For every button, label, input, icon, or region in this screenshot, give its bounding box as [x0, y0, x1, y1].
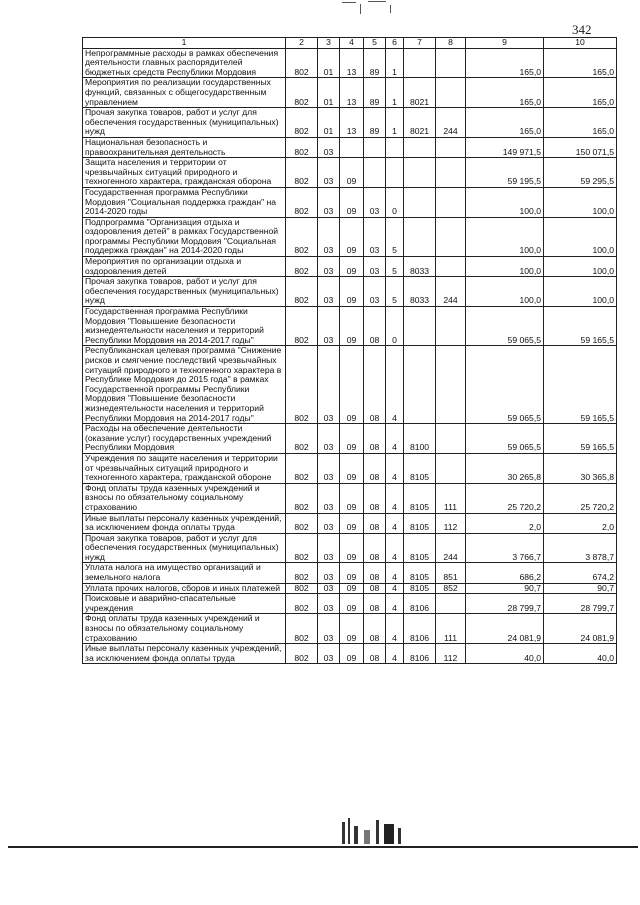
code-program: 03 [364, 277, 386, 307]
code-subprogram: 4 [386, 594, 404, 614]
amount-year-2: 90,7 [544, 583, 617, 594]
code-program: 08 [364, 483, 386, 513]
amount-year-2: 674,2 [544, 563, 617, 583]
table-row [83, 594, 617, 614]
amount-year-1: 3 766,7 [466, 533, 544, 563]
code-article: 8033 [404, 277, 436, 307]
table-body [83, 48, 617, 664]
amount-year-1: 100,0 [466, 187, 544, 217]
code-subprogram: 5 [386, 217, 404, 256]
table-row [83, 533, 617, 563]
code-section: 03 [318, 594, 340, 614]
table-row [83, 277, 617, 307]
amount-year-1: 686,2 [466, 563, 544, 583]
code-article: 8106 [404, 614, 436, 644]
code-expense-type [436, 346, 466, 424]
amount-year-1: 30 265,8 [466, 453, 544, 483]
code-subsection: 09 [340, 513, 364, 533]
code-subprogram: 1 [386, 78, 404, 108]
code-subsection [340, 137, 364, 157]
code-program: 03 [364, 257, 386, 277]
code-section: 03 [318, 644, 340, 664]
header-row [83, 38, 617, 49]
code-section: 03 [318, 307, 340, 346]
amount-year-1: 100,0 [466, 257, 544, 277]
table-row [83, 583, 617, 594]
code-program: 08 [364, 346, 386, 424]
row-name: Прочая закупка товаров, работ и услуг для обеспечения государственных (муниципальных) нужд [83, 277, 286, 307]
table-row [83, 483, 617, 513]
row-name: Фонд оплаты труда казенных учреждений и взносы по обязательному социальному страхованию [83, 614, 286, 644]
code-subsection: 09 [340, 277, 364, 307]
table-row [83, 78, 617, 108]
code-program: 03 [364, 217, 386, 256]
table-row [83, 563, 617, 583]
code-program: 08 [364, 513, 386, 533]
code-admin: 802 [286, 187, 318, 217]
amount-year-2: 100,0 [544, 257, 617, 277]
row-name: Прочая закупка товаров, работ и услуг для обеспечения государственных (муниципальных) нужд [83, 533, 286, 563]
code-expense-type: 112 [436, 644, 466, 664]
header-cell: 5 [364, 38, 386, 49]
table-row [83, 158, 617, 188]
scan-artifact-bottom [340, 816, 410, 846]
amount-year-1: 59 065,5 [466, 424, 544, 454]
amount-year-2: 100,0 [544, 277, 617, 307]
code-subprogram: 4 [386, 614, 404, 644]
code-subprogram: 4 [386, 533, 404, 563]
code-admin: 802 [286, 513, 318, 533]
code-subsection: 09 [340, 644, 364, 664]
amount-year-1: 59 065,5 [466, 307, 544, 346]
code-subsection: 09 [340, 346, 364, 424]
code-expense-type [436, 158, 466, 188]
amount-year-2: 30 365,8 [544, 453, 617, 483]
amount-year-2: 28 799,7 [544, 594, 617, 614]
code-subprogram: 4 [386, 644, 404, 664]
table-row [83, 614, 617, 644]
code-article: 8106 [404, 644, 436, 664]
row-name: Прочая закупка товаров, работ и услуг для обеспечения государственных (муниципальных) нужд [83, 108, 286, 138]
table-row [83, 257, 617, 277]
code-section: 03 [318, 533, 340, 563]
code-subprogram: 0 [386, 307, 404, 346]
amount-year-2: 165,0 [544, 78, 617, 108]
code-section: 03 [318, 424, 340, 454]
code-program: 03 [364, 187, 386, 217]
row-name: Защита населения и территории от чрезвычайных ситуаций природного и техногенного характера, гражданская оборона [83, 158, 286, 188]
code-subprogram: 4 [386, 583, 404, 594]
amount-year-1: 165,0 [466, 108, 544, 138]
code-subsection: 13 [340, 78, 364, 108]
row-name: Уплата прочих налогов, сборов и иных платежей [83, 583, 286, 594]
code-article: 8033 [404, 257, 436, 277]
table-row [83, 453, 617, 483]
code-program: 89 [364, 108, 386, 138]
code-subsection: 09 [340, 217, 364, 256]
code-program: 89 [364, 78, 386, 108]
row-name: Государственная программа Республики Мордовия "Социальная поддержка граждан" на 2014-2020 годы [83, 187, 286, 217]
code-section: 03 [318, 583, 340, 594]
code-program: 08 [364, 453, 386, 483]
amount-year-1: 165,0 [466, 48, 544, 78]
row-name: Поисковые и аварийно-спасательные учреждения [83, 594, 286, 614]
code-admin: 802 [286, 594, 318, 614]
amount-year-1: 149 971,5 [466, 137, 544, 157]
row-name: Фонд оплаты труда казенных учреждений и взносы по обязательному социальному страхованию [83, 483, 286, 513]
amount-year-2: 3 878,7 [544, 533, 617, 563]
code-subsection: 13 [340, 108, 364, 138]
code-article [404, 187, 436, 217]
code-subsection: 09 [340, 424, 364, 454]
code-expense-type: 244 [436, 533, 466, 563]
amount-year-1: 59 195,5 [466, 158, 544, 188]
header-cell: 1 [83, 38, 286, 49]
code-subprogram: 4 [386, 453, 404, 483]
code-subprogram: 4 [386, 563, 404, 583]
row-name: Расходы на обеспечение деятельности (оказание услуг) государственных учреждений Республики Мордовия [83, 424, 286, 454]
code-article [404, 137, 436, 157]
code-subsection: 09 [340, 483, 364, 513]
code-subprogram [386, 158, 404, 188]
code-subsection: 13 [340, 48, 364, 78]
amount-year-2: 2,0 [544, 513, 617, 533]
code-section: 03 [318, 513, 340, 533]
header-cell: 3 [318, 38, 340, 49]
amount-year-1: 2,0 [466, 513, 544, 533]
code-program: 08 [364, 594, 386, 614]
code-expense-type [436, 453, 466, 483]
amount-year-2: 25 720,2 [544, 483, 617, 513]
scan-artifact-top [338, 0, 398, 16]
code-expense-type: 112 [436, 513, 466, 533]
code-article: 8105 [404, 563, 436, 583]
code-admin: 802 [286, 158, 318, 188]
amount-year-1: 165,0 [466, 78, 544, 108]
table-row [83, 108, 617, 138]
code-subprogram: 4 [386, 483, 404, 513]
code-expense-type [436, 257, 466, 277]
code-article: 8105 [404, 533, 436, 563]
row-name: Национальная безопасность и правоохранительная деятельность [83, 137, 286, 157]
table-row [83, 137, 617, 157]
code-section: 03 [318, 483, 340, 513]
code-admin: 802 [286, 424, 318, 454]
row-name: Непрограммные расходы в рамках обеспечения деятельности главных распорядителей бюджетных средств Республики Мордовия [83, 48, 286, 78]
code-subsection: 09 [340, 307, 364, 346]
header-cell: 2 [286, 38, 318, 49]
row-name: Мероприятия по организации отдыха и оздоровления детей [83, 257, 286, 277]
page-number: 342 [572, 22, 592, 37]
code-article: 8105 [404, 483, 436, 513]
code-expense-type [436, 424, 466, 454]
code-subprogram: 1 [386, 108, 404, 138]
header-cell: 4 [340, 38, 364, 49]
code-article: 8021 [404, 108, 436, 138]
code-subsection: 09 [340, 158, 364, 188]
page-bottom-rule [8, 846, 638, 848]
amount-year-1: 100,0 [466, 217, 544, 256]
code-subprogram: 5 [386, 277, 404, 307]
code-subsection: 09 [340, 453, 364, 483]
code-subprogram: 5 [386, 257, 404, 277]
table-row [83, 187, 617, 217]
code-section: 01 [318, 108, 340, 138]
code-article [404, 48, 436, 78]
code-admin: 802 [286, 48, 318, 78]
table-row [83, 513, 617, 533]
code-section: 01 [318, 48, 340, 78]
code-program: 08 [364, 583, 386, 594]
row-name: Уплата налога на имущество организаций и земельного налога [83, 563, 286, 583]
code-article: 8021 [404, 78, 436, 108]
code-subprogram: 4 [386, 513, 404, 533]
code-article [404, 158, 436, 188]
table-row [83, 424, 617, 454]
amount-year-2: 100,0 [544, 187, 617, 217]
code-admin: 802 [286, 644, 318, 664]
code-subsection: 09 [340, 583, 364, 594]
code-expense-type: 851 [436, 563, 466, 583]
code-expense-type: 111 [436, 614, 466, 644]
code-admin: 802 [286, 78, 318, 108]
amount-year-2: 165,0 [544, 108, 617, 138]
code-section: 03 [318, 137, 340, 157]
code-article [404, 217, 436, 256]
table-row [83, 346, 617, 424]
code-expense-type [436, 48, 466, 78]
code-subsection: 09 [340, 563, 364, 583]
code-expense-type [436, 307, 466, 346]
code-subsection: 09 [340, 594, 364, 614]
code-expense-type: 244 [436, 108, 466, 138]
code-admin: 802 [286, 483, 318, 513]
header-cell: 10 [544, 38, 617, 49]
row-name: Иные выплаты персоналу казенных учреждений, за исключением фонда оплаты труда [83, 644, 286, 664]
code-subprogram [386, 137, 404, 157]
amount-year-2: 24 081,9 [544, 614, 617, 644]
row-name: Государственная программа Республики Мордовия "Повышение безопасности жизнедеятельности населения и территорий Республики Мордовия на 2014-2017 годы" [83, 307, 286, 346]
code-subprogram: 4 [386, 346, 404, 424]
code-program: 08 [364, 533, 386, 563]
amount-year-2: 59 165,5 [544, 307, 617, 346]
code-section: 03 [318, 346, 340, 424]
code-admin: 802 [286, 217, 318, 256]
code-admin: 802 [286, 137, 318, 157]
code-section: 03 [318, 277, 340, 307]
table-row [83, 48, 617, 78]
table-row [83, 217, 617, 256]
amount-year-1: 100,0 [466, 277, 544, 307]
amount-year-1: 90,7 [466, 583, 544, 594]
code-section: 03 [318, 158, 340, 188]
amount-year-1: 24 081,9 [466, 614, 544, 644]
code-program: 89 [364, 48, 386, 78]
code-section: 03 [318, 453, 340, 483]
code-subsection: 09 [340, 614, 364, 644]
code-article: 8105 [404, 453, 436, 483]
row-name: Республиканская целевая программа "Снижение рисков и смягчение последствий чрезвычайных ситуаций природного и техногенного характера в Республике Мордовия до 2015 года" в рамках Государственной программы Республики Мордовия "Повышение безопасности жизнедеятельности населения и территорий Республики Мордовия на 2014-2017 годы" [83, 346, 286, 424]
code-admin: 802 [286, 563, 318, 583]
code-expense-type: 244 [436, 277, 466, 307]
row-name: Иные выплаты персоналу казенных учреждений, за исключением фонда оплаты труда [83, 513, 286, 533]
amount-year-2: 59 165,5 [544, 346, 617, 424]
row-name: Подпрограмма "Организация отдыха и оздоровления детей" в рамках Государственной программы Республики Мордовия "Социальная поддержка граждан" на 2014-2020 годы [83, 217, 286, 256]
code-subprogram: 4 [386, 424, 404, 454]
header-cell: 7 [404, 38, 436, 49]
code-article: 8106 [404, 594, 436, 614]
amount-year-2: 150 071,5 [544, 137, 617, 157]
code-admin: 802 [286, 583, 318, 594]
code-expense-type: 111 [436, 483, 466, 513]
code-subsection: 09 [340, 533, 364, 563]
row-name: Учреждения по защите населения и территории от чрезвычайных ситуаций природного и техногенного характера, гражданской обороне [83, 453, 286, 483]
header-cell: 6 [386, 38, 404, 49]
code-program: 08 [364, 307, 386, 346]
code-admin: 802 [286, 614, 318, 644]
code-article: 8100 [404, 424, 436, 454]
code-expense-type [436, 78, 466, 108]
code-article [404, 346, 436, 424]
code-expense-type [436, 137, 466, 157]
amount-year-1: 40,0 [466, 644, 544, 664]
code-section: 03 [318, 257, 340, 277]
code-program: 08 [364, 424, 386, 454]
amount-year-2: 100,0 [544, 217, 617, 256]
code-program [364, 158, 386, 188]
amount-year-2: 40,0 [544, 644, 617, 664]
amount-year-1: 25 720,2 [466, 483, 544, 513]
code-section: 01 [318, 78, 340, 108]
code-article [404, 307, 436, 346]
code-subsection: 09 [340, 187, 364, 217]
code-section: 03 [318, 217, 340, 256]
amount-year-2: 59 165,5 [544, 424, 617, 454]
amount-year-1: 59 065,5 [466, 346, 544, 424]
code-program: 08 [364, 614, 386, 644]
row-name: Мероприятия по реализации государственных функций, связанных с общегосударственным управлением [83, 78, 286, 108]
header-cell: 8 [436, 38, 466, 49]
code-section: 03 [318, 614, 340, 644]
amount-year-2: 59 295,5 [544, 158, 617, 188]
code-expense-type [436, 187, 466, 217]
table-row [83, 644, 617, 664]
table-row [83, 307, 617, 346]
code-admin: 802 [286, 277, 318, 307]
code-admin: 802 [286, 453, 318, 483]
code-section: 03 [318, 563, 340, 583]
code-subprogram: 0 [386, 187, 404, 217]
code-expense-type [436, 594, 466, 614]
code-article: 8105 [404, 513, 436, 533]
code-expense-type [436, 217, 466, 256]
code-article: 8105 [404, 583, 436, 594]
code-program: 08 [364, 644, 386, 664]
code-admin: 802 [286, 257, 318, 277]
code-section: 03 [318, 187, 340, 217]
amount-year-1: 28 799,7 [466, 594, 544, 614]
budget-table [82, 37, 617, 664]
code-admin: 802 [286, 533, 318, 563]
code-program [364, 137, 386, 157]
code-admin: 802 [286, 346, 318, 424]
amount-year-2: 165,0 [544, 48, 617, 78]
header-cell: 9 [466, 38, 544, 49]
code-program: 08 [364, 563, 386, 583]
code-subsection: 09 [340, 257, 364, 277]
code-expense-type: 852 [436, 583, 466, 594]
code-admin: 802 [286, 307, 318, 346]
code-admin: 802 [286, 108, 318, 138]
code-subprogram: 1 [386, 48, 404, 78]
